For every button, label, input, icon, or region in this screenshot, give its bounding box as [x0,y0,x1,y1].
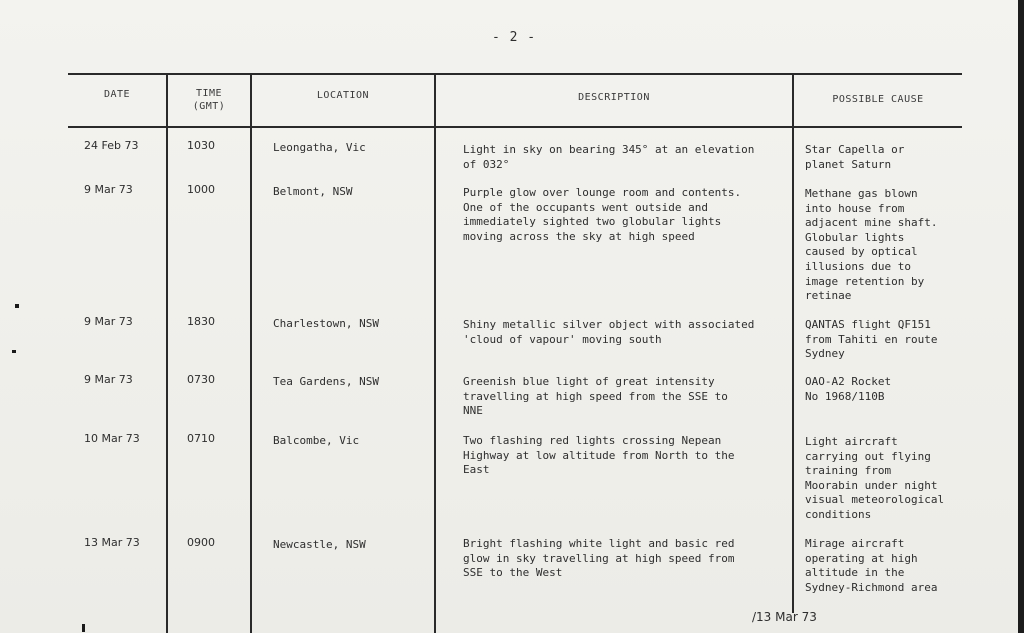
scan-speck [15,304,19,308]
column-divider-date-time [166,73,168,633]
header-description: DESCRIPTION [578,92,650,103]
row-2-date: 9 Mar 73 [84,183,133,196]
scan-edge [1018,0,1024,633]
row-1-description: Light in sky on bearing 345° at an elevation of 032° [463,143,755,171]
scan-speck [12,350,16,353]
header-location: LOCATION [316,90,370,101]
row-2-time: 1000 [187,183,215,196]
continuation-reference: /13 Mar 73 [752,610,817,624]
row-6-time: 0900 [187,536,215,549]
row-3-possible-cause: QANTAS flight QF151 from Tahiti en route Sydney [805,318,938,361]
row-4-location: Tea Gardens, NSW [273,375,379,388]
row-2-possible-cause: Methane gas blown into house from adjacent mine shaft. Globular lights caused by optical illusions due to image retention by retinae [805,187,938,303]
row-5-time: 0710 [187,432,215,445]
row-6-possible-cause: Mirage aircraft operating at high altitude in the Sydney-Richmond area [805,537,938,594]
row-4-possible-cause: OAO-A2 Rocket No 1968/110B [805,375,892,403]
row-6-description: Bright flashing white light and basic red glow in sky travelling at high speed from SSE to the West [463,537,735,580]
row-2-description: Purple glow over lounge room and contents. One of the occupants went outside and immediately sighted two globular lights moving across the sky at high speed [463,186,742,243]
row-4-time: 0730 [187,373,215,386]
row-1-location: Leongatha, Vic [273,141,366,154]
column-divider-location-description [434,73,436,633]
row-3-date: 9 Mar 73 [84,315,133,328]
row-5-description: Two flashing red lights crossing Nepean Highway at low altitude from North to the East [463,434,735,477]
row-6-date: 13 Mar 73 [84,536,140,549]
row-2-location: Belmont, NSW [273,185,353,198]
header-time: TIME (GMT) [192,88,226,112]
table-header-rule [68,126,962,128]
row-4-date: 9 Mar 73 [84,373,133,386]
column-divider-time-location [250,73,252,633]
row-1-time: 1030 [187,139,215,152]
row-6-location: Newcastle, NSW [273,538,366,551]
row-3-time: 1830 [187,315,215,328]
header-possible-cause: POSSIBLE CAUSE [832,94,924,105]
table-top-rule [68,73,962,75]
row-4-description: Greenish blue light of great intensity travelling at high speed from the SSE to NNE [463,375,728,418]
column-divider-description-cause [792,73,794,613]
row-5-location: Balcombe, Vic [273,434,360,447]
row-5-date: 10 Mar 73 [84,432,140,445]
row-1-possible-cause: Star Capella or planet Saturn [805,143,905,171]
page-number: - 2 - [492,30,537,45]
row-1-date: 24 Feb 73 [84,139,139,152]
row-3-location: Charlestown, NSW [273,317,379,330]
header-date: DATE [103,89,131,100]
scan-speck [82,624,85,632]
row-5-possible-cause: Light aircraft carrying out flying training from Moorabin under night visual meteorological conditions [805,435,945,521]
row-3-description: Shiny metallic silver object with associated 'cloud of vapour' moving south [463,318,755,346]
